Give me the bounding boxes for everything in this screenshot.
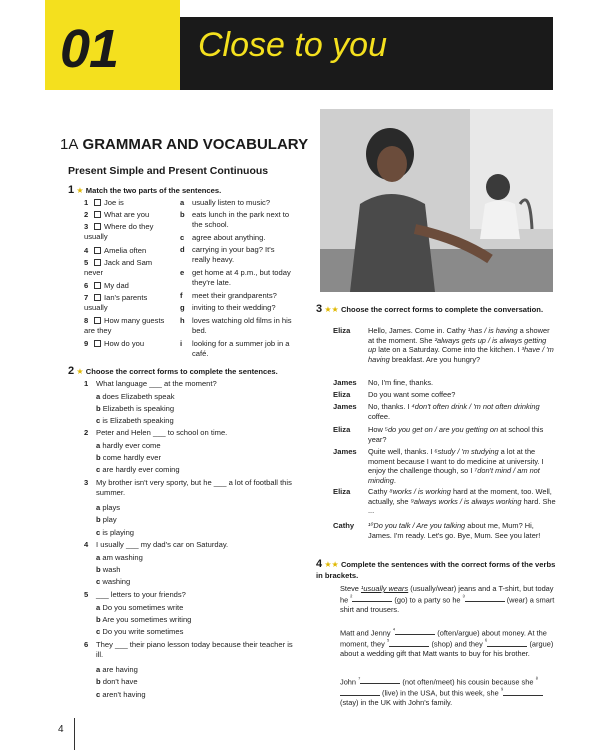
option-letter: a (96, 552, 101, 562)
question-number: 2 (84, 428, 89, 437)
option-text: washing (102, 577, 131, 587)
option-text: wash (102, 564, 121, 574)
option-text: is Elizabeth speaking (102, 416, 174, 426)
option-text: are having (102, 665, 138, 674)
text: (argue) about a wedding gift that Matt wants to buy for his brother. (340, 639, 554, 659)
item-letter: b (180, 210, 185, 219)
kitchen-photo (320, 109, 553, 292)
option-text: don't have (102, 677, 138, 687)
ex4-instruction: Complete the sentences with the correct forms of the verbs in brackets. (316, 560, 556, 581)
ex1-right-item (180, 198, 292, 208)
line-text: hard. She ... (368, 496, 556, 516)
ex3-instruction: Choose the correct forms to complete the conversation. (340, 305, 544, 314)
question-text: They ___ their piano lesson today because their teacher is ill. (96, 640, 293, 659)
option-text: am washing (102, 552, 143, 562)
option-text: are hardly ever coming (102, 465, 180, 475)
item-letter: h (180, 316, 185, 325)
option-text: come hardly ever (102, 452, 162, 462)
item-letter: c (180, 233, 185, 242)
ex1-left-item (84, 210, 172, 220)
option-letter: a (96, 665, 101, 674)
ex3-number: 3 (316, 303, 323, 315)
text: (stay) in the UK with John's family. (340, 698, 453, 708)
ex2-option[interactable] (96, 404, 174, 414)
ex1-left-item (84, 222, 172, 242)
ex2-option[interactable] (96, 627, 183, 637)
line-text: at school this year? (368, 425, 544, 444)
option-letter: c (96, 627, 101, 637)
text: (not often/meet) his cousin because she (400, 677, 536, 687)
text: Steve (340, 584, 361, 593)
item-number: 6 (84, 281, 89, 290)
line-text: Quite well, thanks. I (368, 447, 435, 456)
gap-number: ⁶ (484, 638, 488, 646)
answer-box[interactable] (94, 199, 101, 206)
section-subtitle: Present Simple and Present Continuous (68, 165, 269, 177)
option-letter: a (96, 440, 101, 450)
speaker-line (368, 390, 556, 400)
section-code: 1A (60, 136, 79, 153)
ex1-right-item (180, 339, 292, 359)
gap-6[interactable] (487, 646, 527, 647)
ex1-heading (68, 183, 221, 197)
text: (wear) a smart shirt and trousers. (340, 595, 555, 614)
option-text: hardly ever come (102, 440, 161, 450)
speaker-line (368, 521, 556, 540)
gap-number: ³ (462, 593, 465, 601)
line-text: Do you want some coffee? (368, 390, 456, 399)
speaker-name: Eliza (333, 326, 351, 335)
ex2-instruction: Choose the correct forms to complete the sentences. (85, 367, 278, 376)
speaker-name: Eliza (333, 425, 351, 434)
text: (usually/wear) jeans and a T-shirt, but today he (340, 584, 554, 605)
line-text: a shower at the moment. She (368, 326, 550, 345)
item-text: inviting to their wedding? (192, 303, 276, 312)
item-text: Ian's parents usually (84, 293, 148, 312)
ex1-left-item (84, 316, 172, 336)
item-text: Jack and Sam never (84, 258, 153, 277)
speaker-line (368, 487, 556, 516)
choice-option[interactable]: ⁵do you get on / are you getting on (384, 425, 499, 434)
option-letter: c (96, 577, 101, 587)
option-text: plays (102, 503, 121, 512)
ex1-right-item (180, 245, 292, 265)
gap-number: ⁸ (535, 676, 539, 683)
ex2-option[interactable] (96, 665, 138, 675)
question-text: ___ letters to your friends? (96, 590, 186, 599)
ex1-left-item (84, 281, 172, 291)
ex1-left-item (84, 293, 172, 313)
ex4-number: 4 (316, 558, 323, 570)
speaker-name: Eliza (333, 487, 351, 496)
speaker-name: Eliza (333, 390, 351, 399)
item-number: 4 (84, 246, 89, 255)
line-text: a lot at the moment because I want to do medicine at university. I enjoy the challenge though, so I (368, 447, 544, 476)
item-letter: i (180, 339, 183, 348)
ex1-right-item (180, 303, 292, 313)
item-text: What are you (104, 210, 150, 219)
option-letter: b (96, 452, 101, 462)
item-letter: d (180, 245, 185, 254)
gap-number: ⁹ (500, 687, 504, 695)
ex2-heading (68, 364, 278, 378)
item-text: How do you (104, 339, 145, 348)
ex1-right-item (180, 210, 292, 230)
item-letter: f (180, 291, 183, 300)
speaker-line (368, 326, 556, 365)
ex2-option[interactable] (96, 465, 180, 475)
ex2-option[interactable] (96, 441, 161, 451)
line-text: Hello, James. Come in. Cathy (368, 326, 468, 335)
gap-7[interactable] (360, 683, 400, 684)
question-number: 5 (84, 590, 89, 599)
item-text: eats lunch in the park next to the school. (192, 210, 290, 229)
answer-box[interactable] (94, 317, 101, 324)
text: (live) in the USA, but this week, she (380, 688, 501, 698)
text: (often/argue) about money. At the moment, they (340, 628, 547, 649)
ex2-option[interactable] (96, 615, 191, 625)
ex2-number: 2 (68, 365, 75, 377)
option-letter: a (96, 602, 101, 612)
ex3-heading (316, 302, 556, 316)
choice-option[interactable]: ¹⁰Do you talk / Are you talking (368, 521, 466, 530)
line-text: No, I'm fine, thanks. (368, 378, 434, 387)
ex1-right-item (180, 291, 292, 301)
option-letter: b (96, 515, 101, 525)
section-title (60, 135, 308, 155)
speaker-name: Cathy (333, 521, 355, 530)
ex2-question (84, 640, 296, 660)
gap-number: ² (350, 593, 353, 601)
ex4-paragraph-3 (340, 676, 556, 708)
option-text: play (102, 515, 117, 525)
line-text: Cathy (368, 487, 390, 496)
option-text: Do you write sometimes (102, 627, 184, 637)
ex2-option[interactable] (96, 515, 117, 525)
question-text: I usually ___ my dad's car on Saturday. (96, 540, 229, 549)
ex2-option[interactable] (96, 416, 174, 426)
ex2-question (84, 478, 296, 498)
line-text: hard at the moment, too. Well, actually, she (368, 487, 552, 506)
unit-number: 01 (60, 19, 119, 79)
star-icon: ★★ (324, 305, 339, 314)
option-letter: a (96, 503, 101, 512)
ex2-option[interactable] (96, 453, 161, 463)
item-text: How many guests are they (84, 316, 165, 335)
item-letter: g (180, 303, 185, 312)
speaker-name: James (333, 447, 357, 456)
example-answer: ¹usually wears (360, 584, 409, 593)
item-text: usually listen to music? (192, 198, 271, 207)
choice-option[interactable]: ⁷don't mind / am not minding (368, 466, 540, 485)
question-text: Peter and Helen ___ to school on time. (96, 428, 228, 437)
item-text: get home at 4 p.m., but today they're late. (192, 268, 291, 287)
choice-option[interactable]: ⁸works / is working (389, 487, 451, 496)
ex1-instruction: Match the two parts of the sentences. (85, 186, 222, 195)
question-number: 3 (84, 478, 89, 487)
line-text: . (393, 475, 396, 485)
item-number: 1 (84, 198, 89, 207)
ex1-right-item (180, 316, 292, 336)
option-letter: c (96, 689, 101, 699)
gap-3[interactable] (465, 601, 505, 602)
line-text: No, thanks. I (368, 402, 412, 411)
ex1-right-item (180, 268, 292, 288)
question-number: 4 (84, 540, 89, 549)
option-text: Do you sometimes write (102, 602, 184, 612)
answer-box[interactable] (94, 259, 101, 266)
ex2-question (84, 428, 296, 438)
ex2-option[interactable] (96, 528, 134, 538)
option-text: does Elizabeth speak (102, 391, 175, 401)
speaker-name: James (333, 378, 357, 387)
gap-9[interactable] (503, 695, 543, 696)
gap-number: ⁵ (386, 638, 390, 646)
option-letter: b (96, 677, 101, 687)
kitchen-photo-illustration (320, 109, 553, 292)
gap-8[interactable] (340, 695, 380, 696)
text: (go) to a party so he (392, 595, 463, 605)
page-rule (74, 718, 75, 750)
question-text: What language ___ at the moment? (96, 379, 217, 388)
ex2-option[interactable] (96, 603, 183, 613)
ex2-option[interactable] (96, 565, 121, 575)
ex1-right-item (180, 233, 292, 243)
gap-number: ⁷ (358, 676, 361, 683)
section-name: GRAMMAR AND VOCABULARY (82, 136, 309, 153)
option-letter: b (96, 403, 101, 413)
item-number: 2 (84, 210, 89, 219)
item-text: loves watching old films in his bed. (192, 316, 292, 335)
ex2-option[interactable] (96, 553, 143, 563)
gap-number: ⁴ (392, 627, 396, 634)
line-text: How (368, 425, 385, 434)
answer-box[interactable] (94, 340, 101, 347)
star-icon: ★ (76, 367, 84, 376)
choice-option[interactable]: ¹has / is having (467, 326, 518, 335)
item-number: 7 (84, 293, 89, 302)
option-text: aren't having (102, 689, 146, 699)
gap-4[interactable] (395, 634, 435, 635)
choice-option[interactable]: ³have / 'm having (368, 345, 554, 364)
text: Matt and Jenny (340, 628, 393, 638)
ex4-paragraph-2 (340, 627, 556, 659)
option-letter: c (96, 527, 101, 537)
ex4-heading (316, 557, 556, 582)
option-letter: b (96, 614, 101, 624)
ex2-question (84, 590, 296, 600)
speaker-line (368, 378, 556, 388)
speaker-line (368, 447, 556, 486)
question-number: 6 (84, 640, 89, 649)
question-number: 1 (84, 379, 89, 388)
ex2-option[interactable] (96, 503, 120, 513)
option-text: Elizabeth is speaking (102, 403, 175, 413)
ex1-left-item (84, 258, 172, 278)
item-text: Where do they usually (84, 222, 154, 241)
ex1-left-item (84, 246, 172, 256)
item-text: My dad (104, 281, 129, 290)
answer-box[interactable] (94, 294, 101, 301)
unit-title: Close to you (198, 26, 387, 64)
speaker-name: James (333, 402, 357, 411)
item-number: 3 (84, 222, 89, 231)
item-number: 8 (84, 316, 89, 325)
ex2-option[interactable] (96, 392, 175, 402)
speaker-line (368, 402, 556, 421)
item-text: carrying in your bag? It's really heavy. (192, 245, 275, 264)
item-text: Amelia often (104, 246, 147, 255)
page-number: 4 (58, 724, 64, 735)
ex2-question (84, 379, 296, 389)
option-letter: c (96, 416, 101, 426)
item-text: Joe is (104, 198, 124, 207)
item-number: 9 (84, 339, 89, 348)
item-number: 5 (84, 258, 89, 267)
text: (shop) and they (429, 639, 485, 649)
line-text: late on a Saturday. Come into the kitchen. I (376, 345, 522, 355)
answer-box[interactable] (94, 223, 101, 230)
answer-box[interactable] (94, 247, 101, 254)
gap-2[interactable] (352, 601, 392, 602)
speaker-line (368, 425, 556, 444)
choice-option[interactable]: ⁶study / 'm studying (434, 447, 499, 456)
choice-option[interactable]: ²always gets up / is always getting up (368, 335, 547, 355)
item-letter: a (180, 198, 185, 207)
ex1-left-item (84, 198, 172, 208)
star-icon: ★ (76, 186, 84, 195)
option-letter: a (96, 391, 101, 401)
item-text: meet their grandparents? (192, 291, 277, 300)
ex4-paragraph-1 (340, 584, 556, 614)
option-letter: b (96, 564, 101, 574)
option-text: Are you sometimes writing (102, 614, 192, 624)
question-text: My brother isn't very sporty, but he ___ a lot of football this summer. (96, 478, 292, 497)
choice-option[interactable]: ⁹always works / is always working (410, 496, 522, 506)
line-text: coffee. (368, 411, 391, 421)
star-icon: ★★ (324, 560, 339, 569)
line-text: about me, Mum? Hi, James. I'm ready. Let's go. Bye, Mum. See you later! (368, 521, 541, 540)
ex2-option[interactable] (96, 690, 146, 700)
text: John (340, 677, 359, 687)
answer-box[interactable] (94, 211, 101, 218)
option-letter: c (96, 465, 101, 475)
ex1-number: 1 (68, 184, 75, 196)
ex2-option[interactable] (96, 577, 130, 587)
ex2-option[interactable] (96, 677, 138, 687)
item-letter: e (180, 268, 185, 277)
answer-box[interactable] (94, 282, 101, 289)
choice-option[interactable]: ⁴don't often drink / 'm not often drinking (411, 402, 540, 411)
item-text: agree about anything. (192, 233, 266, 242)
gap-5[interactable] (389, 646, 429, 647)
ex2-question (84, 540, 296, 550)
item-text: looking for a summer job in a café. (192, 339, 290, 358)
line-text: breakfast. Are you hungry? (389, 354, 481, 364)
ex1-left-item (84, 339, 172, 349)
option-text: is playing (102, 527, 135, 537)
